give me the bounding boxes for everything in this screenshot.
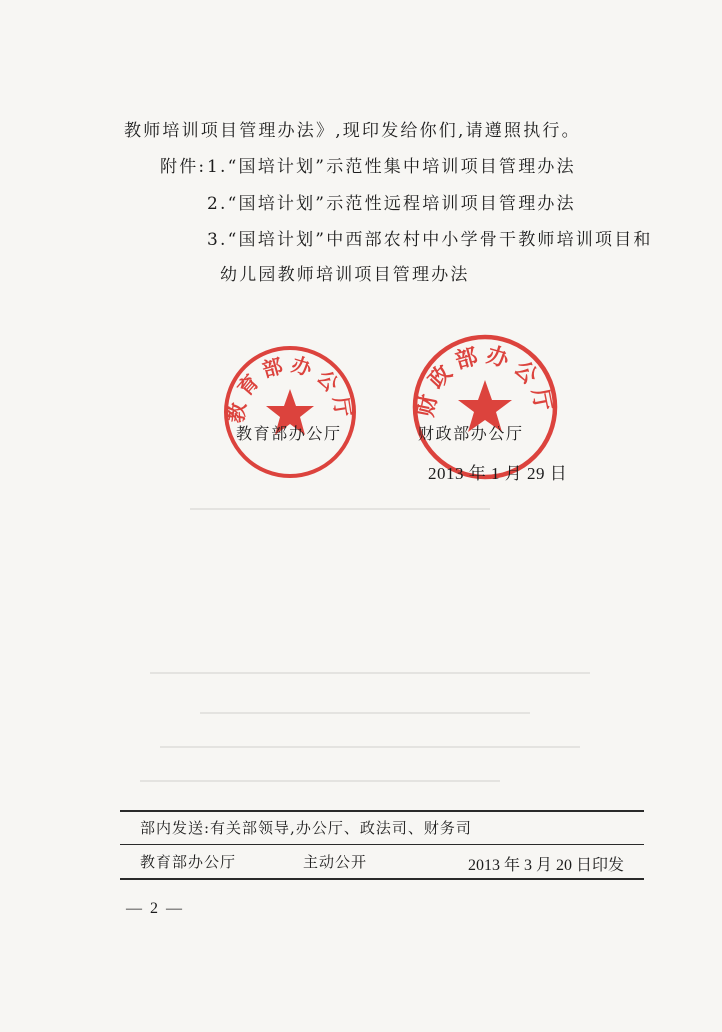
footer-top-rule (120, 810, 644, 812)
footer-bottom-rule (120, 878, 644, 880)
attachment-item-2: 2.“国培计划”示范性远程培训项目管理办法 (207, 194, 576, 214)
attachments-label: 附件: (160, 157, 207, 177)
bleed-through-line (150, 672, 590, 674)
closing-line: 教师培训项目管理办法》,现印发给你们,请遵照执行。 (124, 121, 581, 141)
print-date: 2013 年 3 月 20 日印发 (468, 857, 625, 874)
attachment-item-3-continuation: 幼儿园教师培训项目管理办法 (220, 265, 470, 285)
signature-ministry-of-education: 教育部办公厅 (236, 424, 342, 443)
page-number: — 2 — (126, 900, 184, 917)
right-seal-text: 财政部办公厅 (413, 342, 557, 420)
attachment-item-1: 1.“国培计划”示范性集中培训项目管理办法 (207, 157, 576, 177)
attachment-item-3: 3.“国培计划”中西部农村中小学骨干教师培训项目和 (207, 230, 653, 250)
bleed-through-line (200, 712, 530, 714)
left-seal-text: 教育部办公厅 (223, 351, 357, 425)
issuer: 教育部办公厅 (140, 853, 237, 871)
bleed-through-line (140, 780, 500, 782)
bleed-through-line (190, 508, 490, 510)
distribution-line: 部内发送:有关部领导,办公厅、政法司、财务司 (140, 819, 472, 837)
bleed-through-line (160, 746, 580, 748)
signing-date: 2013 年 1 月 29 日 (428, 464, 568, 483)
visibility-status: 主动公开 (303, 853, 368, 871)
footer-middle-rule (120, 844, 644, 845)
ministry-of-education-seal (222, 344, 358, 480)
signature-ministry-of-finance: 财政部办公厅 (418, 424, 524, 443)
